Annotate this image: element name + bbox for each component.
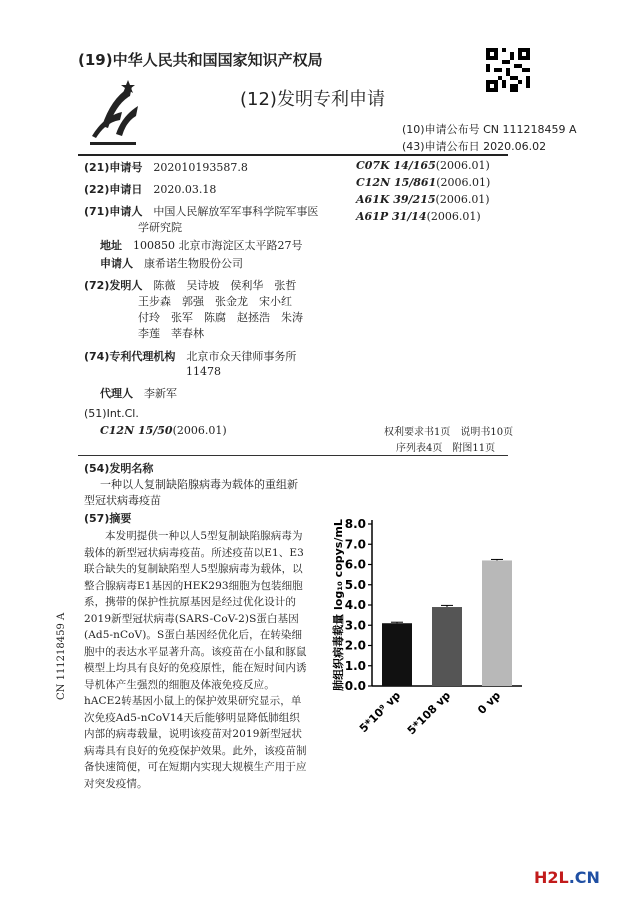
- side-publication-number: CN 111218459 A: [56, 612, 67, 700]
- applicant-name: 中国人民解放军军事科学院军事医: [153, 205, 319, 218]
- applicant2-label: 申请人: [100, 257, 133, 270]
- bar: [482, 560, 512, 686]
- y-tick-label: 7.0: [344, 537, 366, 552]
- address-label: 地址: [100, 239, 122, 252]
- intcl-label: (51)Int.Cl.: [84, 407, 139, 420]
- section-rule: [78, 455, 508, 456]
- title-label: (54)发明名称: [84, 462, 154, 475]
- page-counts-2: 序列表4页 附图11页: [396, 443, 496, 454]
- watermark-cn: .CN: [568, 868, 600, 887]
- agent: 李新军: [144, 387, 177, 400]
- y-tick-label: 8.0: [344, 517, 366, 531]
- y-tick-label: 3.0: [344, 618, 366, 633]
- applicant-name-cont: 学研究院: [138, 221, 182, 234]
- ipc-code: C07K 14/165: [356, 159, 436, 172]
- y-tick-label: 4.0: [344, 598, 366, 612]
- y-tick-label: 0.0: [344, 679, 366, 693]
- watermark-text: [534, 868, 600, 887]
- inventor-label: (72)发明人: [84, 279, 143, 292]
- bar: [382, 623, 412, 686]
- page-counts-1: 权利要求书1页 说明书10页: [384, 427, 514, 438]
- x-tick-label: 5*10⁹ vp: [356, 688, 404, 736]
- agent-label: 代理人: [100, 387, 133, 400]
- ipc-code: C12N 15/861: [356, 176, 437, 189]
- bar: [432, 607, 462, 686]
- viral-load-chart: [328, 500, 538, 760]
- ipc-ver: (2006.01): [435, 159, 490, 172]
- ipc-ver: (2006.01): [435, 193, 490, 206]
- y-tick-label: 6.0: [344, 557, 366, 572]
- app-no-label: (21)申请号: [84, 161, 143, 174]
- pub-no: CN 111218459 A: [483, 123, 577, 136]
- y-tick-label: 5.0: [344, 577, 366, 592]
- pub-date-label: (43)申请公布日: [402, 140, 480, 153]
- agency: 北京市众天律师事务所: [186, 350, 297, 363]
- invention-title: 一种以人复制缺陷腺病毒为载体的重组新: [100, 478, 298, 491]
- qr-code: [486, 48, 530, 92]
- intcl-ver: (2006.01): [172, 424, 227, 437]
- app-date: 2020.03.18: [153, 183, 217, 196]
- app-no: 202010193587.8: [153, 161, 248, 174]
- app-date-label: (22)申请日: [84, 183, 143, 196]
- pub-no-label: (10)申请公布号: [402, 123, 480, 136]
- address: 100850 北京市海淀区太平路27号: [133, 239, 303, 252]
- agency-code: 11478: [186, 365, 221, 378]
- ipc-code: A61P 31/14: [356, 210, 427, 223]
- inventors-line: 陈薇 吴诗坡 侯利华 张哲: [153, 279, 297, 292]
- watermark-h2l: H2L: [534, 868, 569, 887]
- inventors-line: 李莲 莘春林: [138, 327, 204, 340]
- agency-label: (74)专利代理机构: [84, 350, 176, 363]
- y-axis-label: 肺组织病毒载量 log₁₀ copys/mL: [332, 519, 345, 691]
- abstract-label: (57)摘要: [84, 512, 132, 525]
- inventors-line: 付玲 张军 陈腐 赵拯浩 朱涛: [138, 311, 303, 324]
- ipc-code: A61K 39/215: [356, 193, 436, 206]
- inventors-line: 王步森 郭强 张金龙 宋小红: [138, 295, 292, 308]
- x-tick-label: 0 vp: [475, 688, 504, 717]
- pub-date: 2020.06.02: [483, 140, 547, 153]
- ipc-ver: (2006.01): [426, 210, 481, 223]
- applicant2: 康希诺生物股份公司: [144, 257, 243, 270]
- abstract-text: 本发明提供一种以人5型复制缺陷腺病毒为载体的新型冠状病毒疫苗。所述疫苗以E1、E3联合缺失的复制缺陷型人5型腺病毒为载体，以整合腺病毒E1基因的HEK293细胞为包装细胞系，携带的保护性抗原基因是经过优化设计的2019新型冠状病毒(SARS-CoV-2)S蛋白基因(Ad5-nCoV)。S蛋白基因经优化后，在转染细胞中的表达水平显著升高。该疫苗在小鼠和豚鼠模型上均具有良好的免疫原性，能在短时间内诱导机体产生强烈的细胞及体液免疫反应。hACE2转基因小鼠上的保护效果研究显示，单次免疫Ad5-nCoV14天后能够明显降低肺组织内部的病毒载量，说明该疫苗对2019新型冠状病毒具有良好的免疫保护效果。此外，该疫苗制备快速简便，可在短期内实现大规模生产用于应对突发疫情。: [84, 530, 307, 790]
- cnipa-emblem-icon: [82, 76, 144, 152]
- y-tick-label: 1.0: [344, 658, 366, 673]
- y-tick-label: 2.0: [344, 638, 366, 653]
- intcl-code: C12N 15/50: [100, 424, 173, 437]
- ipc-ver: (2006.01): [436, 176, 491, 189]
- doc-type: (12)发明专利申请: [240, 89, 385, 110]
- header-rule: [78, 154, 508, 156]
- x-tick-label: 5*108 vp: [404, 688, 454, 738]
- office-name: (19)中华人民共和国国家知识产权局: [78, 51, 323, 69]
- applicant-label: (71)申请人: [84, 205, 143, 218]
- invention-title-cont: 型冠状病毒疫苗: [84, 494, 161, 507]
